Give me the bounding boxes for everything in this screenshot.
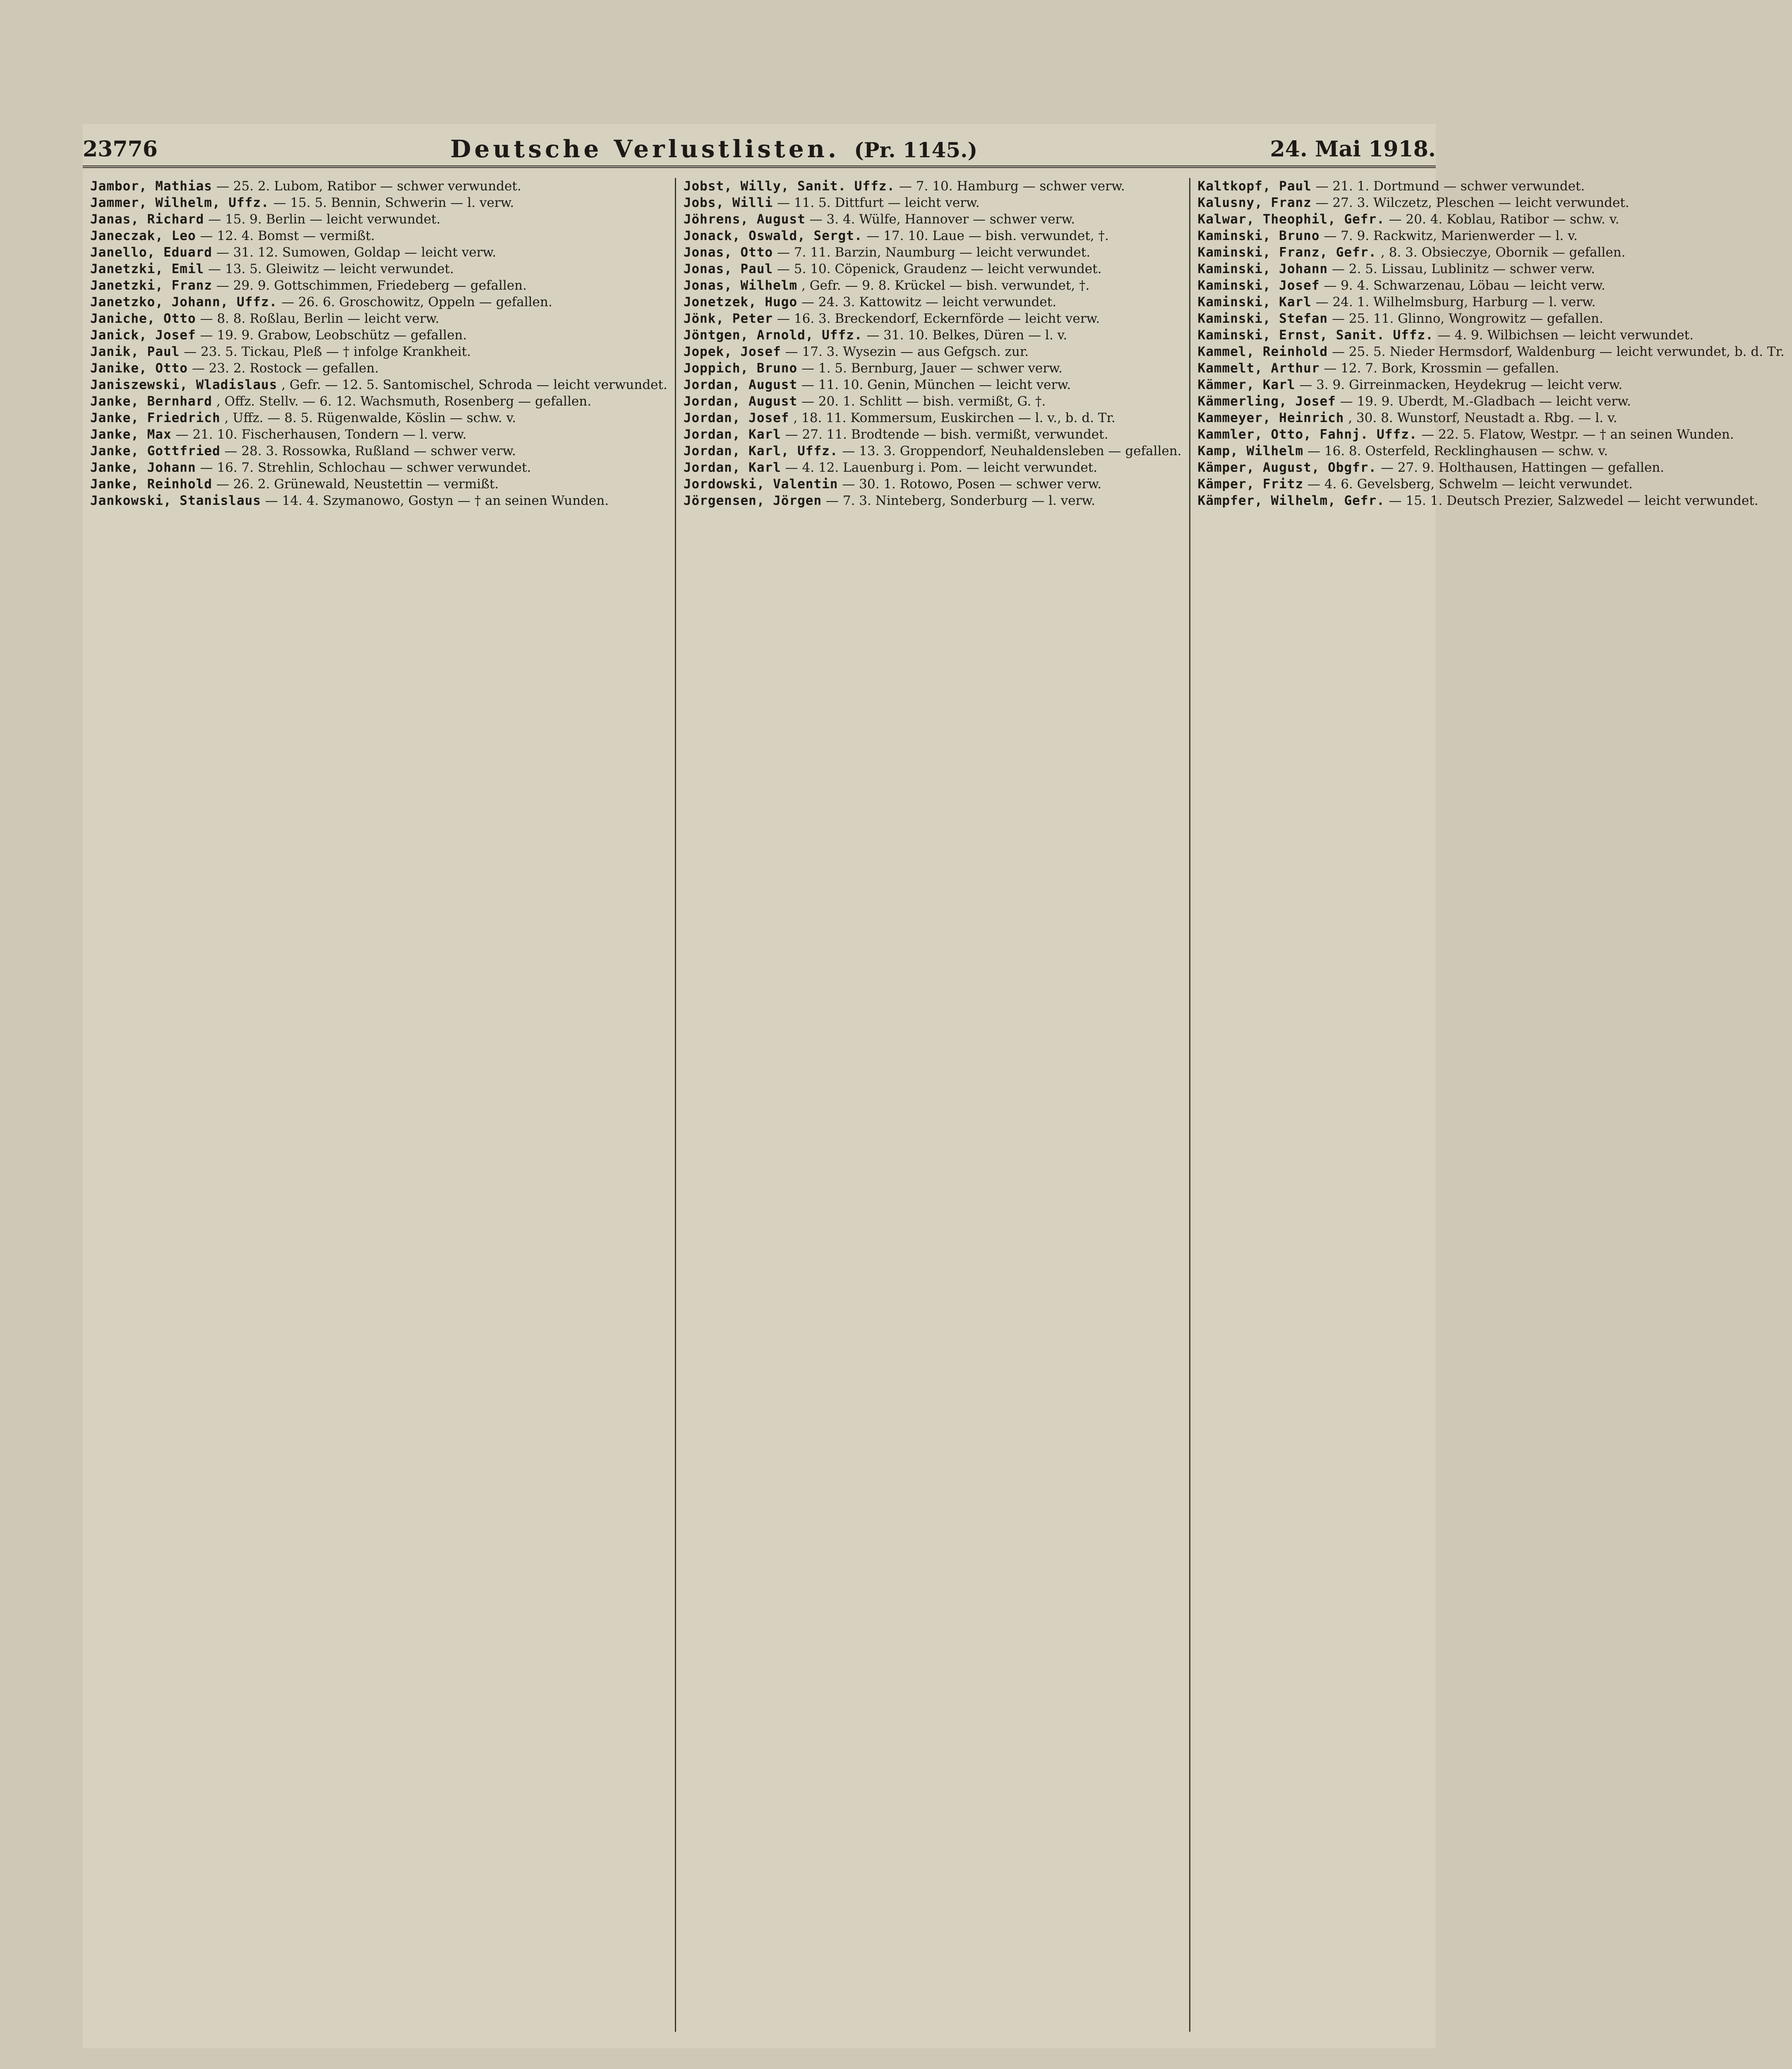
entry-details: — 4. 12. Lauenburg i. Pom. — leicht verwundet. (785, 460, 1098, 475)
entry-name: Kämpfer, Wilhelm, Gefr. (1197, 493, 1385, 508)
entry-name: Kaltkopf, Paul (1197, 179, 1312, 194)
entry-details: — 7. 9. Rackwitz, Marienwerder — l. v. (1324, 228, 1578, 243)
casualty-entry (1198, 492, 1785, 509)
entry-name: Janke, Johann (90, 460, 196, 475)
entry-name: Kämper, August, Obgfr. (1197, 460, 1377, 475)
entry-name: Janiche, Otto (90, 311, 196, 326)
entry-details: — 23. 2. Rostock — gefallen. (192, 361, 379, 376)
entry-details: — 8. 8. Roßlau, Berlin — leicht verw. (200, 311, 439, 326)
casualty-entry (1198, 244, 1785, 261)
page-header (83, 132, 1436, 168)
entry-name: Jonack, Oswald, Sergt. (683, 228, 863, 243)
entry-details: — 22. 5. Flatow, Westpr. — † an seinen Wunden. (1421, 427, 1734, 442)
entry-name: Janello, Eduard (90, 245, 212, 260)
casualty-entry (90, 294, 667, 310)
entry-details: — 25. 11. Glinno, Wongrowitz — gefallen. (1332, 311, 1603, 326)
entry-details: — 12. 7. Bork, Krossmin — gefallen. (1324, 361, 1559, 376)
entry-name: Jordowski, Valentin (683, 477, 838, 492)
entry-details: — 31. 12. Sumowen, Goldap — leicht verw. (216, 245, 497, 260)
entry-details: — 15. 5. Bennin, Schwerin — l. verw. (273, 195, 514, 210)
entry-details: — 16. 8. Osterfeld, Recklinghausen — schw. v. (1307, 444, 1608, 458)
casualty-entry (90, 178, 667, 194)
entry-name: Janetzko, Johann, Uffz. (90, 295, 278, 310)
casualty-entry (1198, 343, 1785, 360)
casualty-entry (684, 360, 1182, 377)
column-left (83, 178, 676, 2032)
casualty-entry (90, 360, 667, 377)
entry-details: — 13. 5. Gleiwitz — leicht verwundet. (208, 262, 454, 276)
entry-name: Kammel, Reinhold (1197, 344, 1328, 359)
casualty-entry (90, 410, 667, 426)
casualty-entry (684, 211, 1182, 228)
casualty-entry (90, 228, 667, 244)
casualty-entry (1198, 443, 1785, 459)
entry-details: — 27. 11. Brodtende — bish. vermißt, verwundet. (785, 427, 1108, 442)
casualty-entry (684, 228, 1182, 244)
casualty-entry (90, 492, 667, 509)
entry-name: Jordan, Josef (683, 410, 789, 425)
entry-details: , Uffz. — 8. 5. Rügenwalde, Köslin — schw. v. (224, 410, 516, 425)
entry-details: — 25. 2. Lubom, Ratibor — schwer verwundet. (216, 179, 521, 194)
casualty-entry (684, 476, 1182, 492)
entry-details: — 4. 9. Wilbichsen — leicht verwundet. (1437, 328, 1694, 343)
casualty-entry (90, 194, 667, 211)
column-middle (676, 178, 1190, 2032)
casualty-entry (684, 194, 1182, 211)
entry-name: Janetzki, Emil (90, 262, 204, 276)
entry-name: Jammer, Wilhelm, Uffz. (90, 195, 269, 210)
entry-details: — 11. 10. Genin, München — leicht verw. (801, 377, 1071, 392)
entry-name: Jonetzek, Hugo (683, 295, 798, 310)
entry-name: Jonas, Wilhelm (683, 278, 798, 293)
entry-details: — 20. 1. Schlitt — bish. vermißt, G. †. (801, 394, 1046, 409)
casualty-entry (90, 261, 667, 277)
entry-name: Jönk, Peter (683, 311, 773, 326)
entry-details: — 30. 1. Rotowo, Posen — schwer verw. (842, 477, 1102, 492)
entry-name: Janas, Richard (90, 212, 204, 227)
casualty-entry (90, 377, 667, 393)
entry-details: — 14. 4. Szymanowo, Gostyn — † an seinen Wunden. (265, 493, 609, 508)
issue-date: 24. Mai 1918. (1270, 136, 1436, 162)
entry-details: — 7. 11. Barzin, Naumburg — leicht verwundet. (777, 245, 1091, 260)
casualty-entry (684, 377, 1182, 393)
entry-name: Kaminski, Bruno (1197, 228, 1320, 243)
casualty-entry (684, 459, 1182, 476)
casualty-entry (684, 492, 1182, 509)
masthead (450, 135, 977, 163)
casualty-entry (1198, 228, 1785, 244)
casualty-entry (1198, 277, 1785, 294)
entry-name: Jankowski, Stanislaus (90, 493, 261, 508)
entry-name: Kalusny, Franz (1197, 195, 1312, 210)
entry-name: Kamp, Wilhelm (1197, 444, 1304, 458)
casualty-entry (684, 343, 1182, 360)
entry-name: Jonas, Paul (683, 262, 773, 276)
entry-name: Kaminski, Karl (1197, 295, 1312, 310)
casualty-entry (1198, 211, 1785, 228)
entry-name: Kaminski, Franz, Gefr. (1197, 245, 1377, 260)
entry-name: Joppich, Bruno (683, 361, 798, 376)
entry-name: Jordan, August (683, 377, 798, 392)
entry-details: — 12. 4. Bomst — vermißt. (200, 228, 375, 243)
casualty-entry (684, 277, 1182, 294)
entry-name: Kammelt, Arthur (1197, 361, 1320, 376)
issue-number: (Pr. 1145.) (854, 138, 978, 162)
casualty-entry (1198, 261, 1785, 277)
entry-name: Kalwar, Theophil, Gefr. (1197, 212, 1385, 227)
entry-details: — 3. 4. Wülfe, Hannover — schwer verw. (809, 212, 1075, 227)
entry-details: — 23. 5. Tickau, Pleß — † infolge Krankheit. (184, 344, 471, 359)
entry-details: — 11. 5. Dittfurt — leicht verw. (777, 195, 980, 210)
entry-details: — 26. 2. Grünewald, Neustettin — vermißt. (216, 477, 499, 492)
casualty-entry (90, 343, 667, 360)
casualty-entry (1198, 476, 1785, 492)
entry-name: Janke, Reinhold (90, 477, 212, 492)
entry-details: — 17. 10. Laue — bish. verwundet, †. (866, 228, 1109, 243)
entry-details: — 20. 4. Koblau, Ratibor — schw. v. (1389, 212, 1619, 227)
entry-details: — 28. 3. Rossowka, Rußland — schwer verw. (224, 444, 516, 458)
entry-details: , 8. 3. Obsieczye, Obornik — gefallen. (1381, 245, 1626, 260)
entry-name: Jörgensen, Jörgen (683, 493, 822, 508)
entry-details: , Gefr. — 12. 5. Santomischel, Schroda — leicht verwundet. (281, 377, 667, 392)
casualty-entry (684, 310, 1182, 327)
entry-details: — 16. 3. Breckendorf, Eckernförde — leicht verw. (777, 311, 1100, 326)
entry-name: Jordan, Karl (683, 460, 781, 475)
casualty-entry (90, 277, 667, 294)
entry-details: — 21. 1. Dortmund — schwer verwundet. (1315, 179, 1585, 194)
entry-details: — 7. 3. Ninteberg, Sonderburg — l. verw. (825, 493, 1096, 508)
casualty-entry (1198, 377, 1785, 393)
entry-details: — 27. 9. Holthausen, Hattingen — gefallen. (1381, 460, 1665, 475)
casualty-entry (684, 178, 1182, 194)
entry-details: — 13. 3. Groppendorf, Neuhaldensleben — gefallen. (842, 444, 1182, 458)
entry-details: — 19. 9. Grabow, Leobschütz — gefallen. (200, 328, 467, 343)
casualty-entry (684, 443, 1182, 459)
entry-name: Kaminski, Josef (1197, 278, 1320, 293)
entry-details: — 1. 5. Bernburg, Jauer — schwer verw. (801, 361, 1063, 376)
casualty-entry (90, 426, 667, 443)
entry-details: , Gefr. — 9. 8. Krückel — bish. verwundet, †. (801, 278, 1090, 293)
entry-details: — 4. 6. Gevelsberg, Schwelm — leicht verwundet. (1307, 477, 1633, 492)
entry-name: Kaminski, Ernst, Sanit. Uffz. (1197, 328, 1434, 343)
entry-details: — 31. 10. Belkes, Düren — l. v. (866, 328, 1068, 343)
entry-details: , Offz. Stellv. — 6. 12. Wachsmuth, Rosenberg — gefallen. (216, 394, 592, 409)
entry-name: Jöhrens, August (683, 212, 806, 227)
entry-name: Kämmerling, Josef (1197, 394, 1336, 409)
entry-details: — 29. 9. Gottschimmen, Friedeberg — gefallen. (216, 278, 527, 293)
casualty-columns (83, 178, 1785, 2032)
casualty-entry (1198, 310, 1785, 327)
entry-details: — 17. 3. Wysezin — aus Gefgsch. zur. (785, 344, 1029, 359)
entry-details: — 21. 10. Fischerhausen, Tondern — l. verw. (175, 427, 467, 442)
casualty-entry (90, 211, 667, 228)
entry-details: — 15. 1. Deutsch Prezier, Salzwedel — leicht verwundet. (1389, 493, 1758, 508)
entry-details: — 27. 3. Wilczetz, Pleschen — leicht verwundet. (1315, 195, 1629, 210)
casualty-entry (90, 327, 667, 343)
casualty-entry (1198, 393, 1785, 410)
entry-details: — 2. 5. Lissau, Lublinitz — schwer verw. (1332, 262, 1595, 276)
entry-name: Janik, Paul (90, 344, 180, 359)
entry-name: Kämmer, Karl (1197, 377, 1295, 392)
entry-details: — 24. 1. Wilhelmsburg, Harburg — l. verw. (1315, 295, 1596, 310)
entry-name: Jordan, Karl (683, 427, 781, 442)
entry-name: Jobs, Willi (683, 195, 773, 210)
entry-details: — 15. 9. Berlin — leicht verwundet. (208, 212, 441, 227)
casualty-entry (1198, 426, 1785, 443)
casualty-entry (1198, 410, 1785, 426)
entry-name: Jambor, Mathias (90, 179, 212, 194)
entry-name: Kammeyer, Heinrich (1197, 410, 1344, 425)
entry-details: , 30. 8. Wunstorf, Neustadt a. Rbg. — l. v. (1348, 410, 1617, 425)
entry-details: — 9. 4. Schwarzenau, Löbau — leicht verw. (1324, 278, 1605, 293)
casualty-entry (90, 476, 667, 492)
entry-details: — 5. 10. Cöpenick, Graudenz — leicht verwundet. (777, 262, 1102, 276)
entry-details: — 3. 9. Girreinmacken, Heydekrug — leicht verw. (1299, 377, 1623, 392)
entry-name: Janetzki, Franz (90, 278, 212, 293)
entry-name: Jonas, Otto (683, 245, 773, 260)
casualty-entry (684, 393, 1182, 410)
entry-name: Kaminski, Johann (1197, 262, 1328, 276)
entry-details: , 18. 11. Kommersum, Euskirchen — l. v., b. d. Tr. (793, 410, 1116, 425)
entry-name: Janke, Friedrich (90, 410, 221, 425)
casualty-entry (684, 244, 1182, 261)
entry-details: — 26. 6. Groschowitz, Oppeln — gefallen. (281, 295, 552, 310)
entry-name: Janick, Josef (90, 328, 196, 343)
casualty-entry (1198, 327, 1785, 343)
entry-details: — 16. 7. Strehlin, Schlochau — schwer verwundet. (200, 460, 531, 475)
entry-name: Jordan, Karl, Uffz. (683, 444, 838, 458)
entry-name: Janke, Max (90, 427, 172, 442)
casualty-entry (90, 310, 667, 327)
column-right (1190, 178, 1792, 2032)
casualty-entry (684, 327, 1182, 343)
entry-name: Janiszewski, Wladislaus (90, 377, 278, 392)
casualty-entry (1198, 194, 1785, 211)
casualty-entry (684, 426, 1182, 443)
casualty-entry (1198, 294, 1785, 310)
entry-name: Janke, Gottfried (90, 444, 221, 458)
casualty-entry (90, 459, 667, 476)
entry-name: Kaminski, Stefan (1197, 311, 1328, 326)
entry-name: Janeczak, Leo (90, 228, 196, 243)
casualty-entry (684, 261, 1182, 277)
entry-name: Kämper, Fritz (1197, 477, 1304, 492)
casualty-entry (90, 393, 667, 410)
casualty-entry (684, 294, 1182, 310)
entry-details: — 19. 9. Uberdt, M.-Gladbach — leicht verw. (1340, 394, 1631, 409)
entry-details: — 24. 3. Kattowitz — leicht verwundet. (801, 295, 1057, 310)
publication-title: Deutsche Verlustlisten. (450, 135, 840, 163)
casualty-entry (1198, 459, 1785, 476)
entry-name: Janke, Bernhard (90, 394, 212, 409)
entry-name: Kammler, Otto, Fahnj. Uffz. (1197, 427, 1418, 442)
entry-name: Janike, Otto (90, 361, 188, 376)
entry-name: Jöntgen, Arnold, Uffz. (683, 328, 863, 343)
casualty-entry (90, 244, 667, 261)
casualty-entry (684, 410, 1182, 426)
entry-name: Jopek, Josef (683, 344, 781, 359)
entry-name: Jordan, August (683, 394, 798, 409)
page-number: 23776 (83, 136, 158, 162)
entry-details: — 25. 5. Nieder Hermsdorf, Waldenburg — leicht verwundet, b. d. Tr. (1332, 344, 1785, 359)
casualty-entry (90, 443, 667, 459)
casualty-entry (1198, 178, 1785, 194)
newspaper-page (83, 124, 1785, 2048)
casualty-entry (1198, 360, 1785, 377)
entry-details: — 7. 10. Hamburg — schwer verw. (899, 179, 1125, 194)
entry-name: Jobst, Willy, Sanit. Uffz. (683, 179, 895, 194)
